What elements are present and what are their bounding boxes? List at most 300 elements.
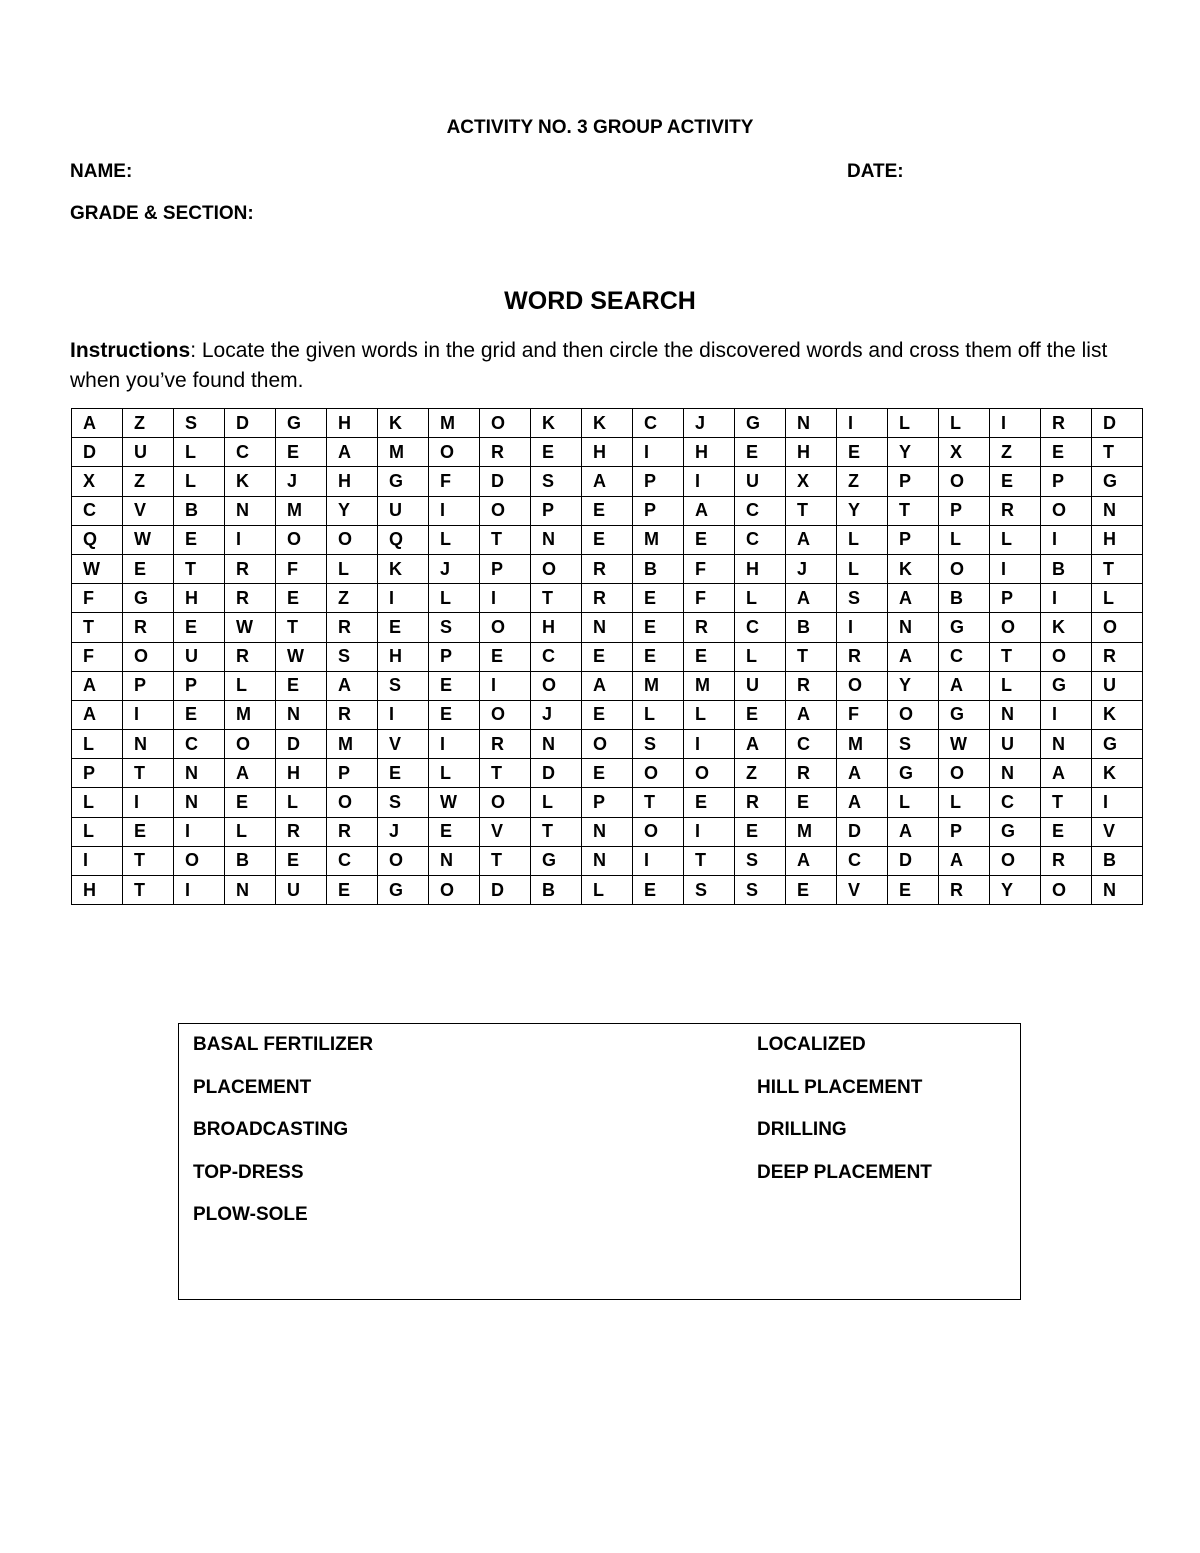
word-list-box [178,1023,1021,1300]
grid-cell: C [837,846,888,875]
word-list-item: TOP-DRESS [193,1161,304,1183]
grid-cell: R [990,496,1041,525]
grid-cell: I [684,467,735,496]
grid-cell: U [378,496,429,525]
grid-cell: E [429,817,480,846]
grid-row [72,525,1143,554]
grid-cell: D [276,730,327,759]
grid-cell: I [429,730,480,759]
grid-cell: E [633,876,684,905]
grid-cell: L [1092,584,1143,613]
grid-cell: L [582,876,633,905]
grid-cell: B [1041,554,1092,583]
grid-cell: O [837,671,888,700]
grid-cell: F [276,554,327,583]
grid-cell: O [1041,642,1092,671]
grid-cell: T [786,496,837,525]
grid-cell: R [786,759,837,788]
grid-cell: K [378,554,429,583]
grid-cell: E [174,700,225,729]
grid-cell: O [888,700,939,729]
grid-cell: A [786,846,837,875]
grid-cell: S [633,730,684,759]
grid-cell: T [123,759,174,788]
grid-cell: O [123,642,174,671]
instructions-text: : Locate the given words in the grid and then circle the discovered words and cross them off the list when you’ve found them. [70,339,1108,392]
grid-cell: E [123,554,174,583]
grid-cell: C [735,525,786,554]
grid-cell: U [735,467,786,496]
grid-cell: E [633,613,684,642]
grid-cell: H [276,759,327,788]
grid-cell: L [888,409,939,438]
grid-cell: O [429,876,480,905]
grid-cell: O [990,846,1041,875]
grid-cell: E [582,759,633,788]
grid-cell: K [378,409,429,438]
grid-cell: R [123,613,174,642]
grid-cell: D [480,467,531,496]
grid-cell: A [888,817,939,846]
grid-cell: V [837,876,888,905]
grid-cell: N [1092,496,1143,525]
grid-cell: K [582,409,633,438]
grid-cell: E [327,876,378,905]
grid-cell: O [480,700,531,729]
grid-cell: T [684,846,735,875]
grid-cell: R [480,730,531,759]
grid-cell: E [1041,438,1092,467]
grid-cell: C [531,642,582,671]
grid-cell: B [633,554,684,583]
grid-cell: T [480,846,531,875]
grid-cell: B [786,613,837,642]
grid-cell: O [939,467,990,496]
grid-cell: M [327,730,378,759]
grid-cell: Y [888,671,939,700]
grid-cell: O [225,730,276,759]
grid-cell: M [837,730,888,759]
grid-cell: Z [735,759,786,788]
grid-cell: N [582,817,633,846]
grid-cell: N [1041,730,1092,759]
grid-cell: B [1092,846,1143,875]
grid-cell: R [327,613,378,642]
grid-cell: C [174,730,225,759]
grid-cell: S [378,671,429,700]
grid-cell: O [1092,613,1143,642]
grid-cell: N [429,846,480,875]
grid-cell: R [939,876,990,905]
grid-cell: O [939,554,990,583]
grid-cell: G [888,759,939,788]
grid-cell: V [1092,817,1143,846]
grid-cell: L [735,584,786,613]
grid-row [72,584,1143,613]
grid-cell: O [327,525,378,554]
grid-cell: I [633,438,684,467]
grid-cell: I [123,788,174,817]
grid-cell: U [123,438,174,467]
grid-cell: E [174,613,225,642]
grid-cell: O [939,759,990,788]
grid-cell: I [480,671,531,700]
grid-cell: T [786,642,837,671]
grid-row [72,496,1143,525]
grid-cell: T [174,554,225,583]
grid-cell: R [225,642,276,671]
grid-cell: A [582,671,633,700]
grid-cell: E [786,788,837,817]
grid-cell: N [174,759,225,788]
grid-cell: M [633,671,684,700]
grid-cell: D [72,438,123,467]
grid-cell: T [1092,554,1143,583]
grid-row [72,817,1143,846]
grid-cell: Q [378,525,429,554]
grid-cell: E [633,584,684,613]
grid-cell: H [327,467,378,496]
grid-cell: D [1092,409,1143,438]
grid-cell: T [888,496,939,525]
grid-cell: P [888,525,939,554]
grid-cell: C [72,496,123,525]
grid-cell: I [837,409,888,438]
grid-cell: A [837,759,888,788]
grid-cell: G [939,613,990,642]
grade-section-label: GRADE & SECTION: [70,203,254,224]
grid-cell: R [480,438,531,467]
grid-cell: E [1041,817,1092,846]
grid-cell: O [480,409,531,438]
word-list-item: LOCALIZED [757,1034,866,1055]
word-search-title: WORD SEARCH [504,287,696,315]
grid-cell: U [276,876,327,905]
grid-cell: B [939,584,990,613]
grid-cell: L [531,788,582,817]
grid-cell: I [378,700,429,729]
grid-row [72,788,1143,817]
grid-cell: N [990,759,1041,788]
grid-cell: W [72,554,123,583]
grid-cell: R [327,817,378,846]
grid-cell: E [531,438,582,467]
grid-cell: T [633,788,684,817]
grid-cell: E [276,584,327,613]
grid-cell: T [480,525,531,554]
grid-cell: R [225,584,276,613]
grid-cell: N [174,788,225,817]
grid-cell: P [429,642,480,671]
word-list-item: BROADCASTING [193,1119,349,1140]
grid-cell: L [327,554,378,583]
grid-cell: H [378,642,429,671]
grid-cell: N [582,846,633,875]
grid-cell: F [837,700,888,729]
grid-cell: W [939,730,990,759]
grid-cell: C [786,730,837,759]
grid-cell: Z [123,409,174,438]
grid-cell: L [837,525,888,554]
grid-cell: L [225,817,276,846]
grid-cell: A [735,730,786,759]
grid-cell: B [174,496,225,525]
grid-cell: C [735,613,786,642]
grid-cell: H [1092,525,1143,554]
grid-cell: W [225,613,276,642]
grid-cell: G [531,846,582,875]
grid-cell: E [582,496,633,525]
grid-cell: A [786,584,837,613]
grid-cell: T [276,613,327,642]
grid-cell: H [735,554,786,583]
grid-cell: E [429,700,480,729]
grid-cell: S [174,409,225,438]
grid-cell: E [276,671,327,700]
grid-cell: Q [72,525,123,554]
grid-row [72,846,1143,875]
grid-cell: F [684,554,735,583]
grid-cell: A [786,525,837,554]
grid-row [72,554,1143,583]
grid-cell: L [990,671,1041,700]
grid-cell: I [480,584,531,613]
grid-cell: L [174,438,225,467]
grid-cell: L [429,525,480,554]
word-list-item: BASAL FERTILIZER [193,1034,374,1055]
grid-cell: V [378,730,429,759]
grid-cell: I [1041,584,1092,613]
grid-cell: I [684,817,735,846]
grid-cell: R [582,584,633,613]
grid-cell: O [990,613,1041,642]
grid-cell: T [72,613,123,642]
grid-cell: P [327,759,378,788]
grid-cell: A [888,642,939,671]
grid-cell: E [735,700,786,729]
grid-cell: U [990,730,1041,759]
grid-cell: K [1092,700,1143,729]
grid-cell: N [225,496,276,525]
grid-row [72,671,1143,700]
grid-cell: R [1041,409,1092,438]
activity-title: ACTIVITY NO. 3 GROUP ACTIVITY [446,117,754,138]
letter-grid [71,408,1143,905]
word-list-item: HILL PLACEMENT [757,1076,923,1098]
grid-cell: B [225,846,276,875]
grid-cell: E [735,817,786,846]
grid-cell: O [327,788,378,817]
grid-cell: N [225,876,276,905]
grid-cell: P [123,671,174,700]
grid-cell: I [1041,525,1092,554]
grid-cell: P [72,759,123,788]
grid-cell: P [582,788,633,817]
grid-cell: E [633,642,684,671]
grid-cell: K [225,467,276,496]
grid-cell: V [123,496,174,525]
grid-cell: A [1041,759,1092,788]
grid-cell: E [582,700,633,729]
grid-cell: O [684,759,735,788]
grid-cell: K [1092,759,1143,788]
grid-cell: M [786,817,837,846]
grid-cell: X [72,467,123,496]
grid-cell: C [327,846,378,875]
grid-cell: S [429,613,480,642]
grid-cell: L [429,759,480,788]
grid-cell: L [888,788,939,817]
grid-cell: A [939,846,990,875]
grid-cell: M [684,671,735,700]
instructions-label: Instructions [70,339,191,362]
grid-cell: L [72,817,123,846]
grid-cell: E [735,438,786,467]
word-list-item: DEEP PLACEMENT [757,1161,932,1183]
grid-cell: E [378,613,429,642]
grid-cell: R [582,554,633,583]
grid-cell: D [837,817,888,846]
grid-cell: H [684,438,735,467]
grid-cell: G [1041,671,1092,700]
grid-cell: P [531,496,582,525]
grid-cell: R [327,700,378,729]
grid-cell: R [225,554,276,583]
grid-cell: G [939,700,990,729]
grid-cell: X [786,467,837,496]
grid-cell: Y [888,438,939,467]
grid-cell: K [888,554,939,583]
grid-cell: A [225,759,276,788]
grid-cell: G [378,467,429,496]
grid-cell: O [174,846,225,875]
grid-cell: R [1041,846,1092,875]
grid-cell: S [735,846,786,875]
grid-cell: H [72,876,123,905]
grid-cell: A [582,467,633,496]
grid-cell: N [531,525,582,554]
grid-cell: M [276,496,327,525]
grid-cell: S [735,876,786,905]
grid-cell: M [378,438,429,467]
grid-cell: E [684,642,735,671]
grid-cell: N [990,700,1041,729]
grid-cell: G [735,409,786,438]
grid-cell: O [378,846,429,875]
grid-cell: N [582,613,633,642]
grid-cell: E [786,876,837,905]
grid-cell: P [1041,467,1092,496]
grid-cell: P [633,496,684,525]
grid-cell: H [327,409,378,438]
word-list-item: DRILLING [757,1119,847,1140]
grid-cell: R [837,642,888,671]
grid-cell: I [1092,788,1143,817]
grid-cell: A [72,409,123,438]
grid-cell: I [123,700,174,729]
grid-cell: T [480,759,531,788]
grid-cell: E [582,525,633,554]
word-list-item: PLOW-SOLE [193,1204,308,1225]
grid-cell: H [531,613,582,642]
grid-cell: R [1092,642,1143,671]
grid-cell: E [174,525,225,554]
grid-cell: L [633,700,684,729]
word-list-right [757,1033,932,1203]
grid-row [72,438,1143,467]
grid-cell: O [531,554,582,583]
grid-cell: K [531,409,582,438]
word-list-left [193,1033,373,1246]
grid-cell: M [225,700,276,729]
grid-cell: J [429,554,480,583]
grid-cell: S [327,642,378,671]
grid-cell: I [837,613,888,642]
grid-cell: E [480,642,531,671]
word-list-item: PLACEMENT [193,1076,312,1098]
grid-cell: C [633,409,684,438]
grid-cell: T [531,817,582,846]
grid-cell: Z [327,584,378,613]
grid-cell: N [786,409,837,438]
grid-cell: Z [123,467,174,496]
grid-cell: O [480,496,531,525]
grid-cell: I [990,554,1041,583]
grid-cell: E [429,671,480,700]
grid-cell: D [225,409,276,438]
grid-cell: I [72,846,123,875]
grid-cell: L [276,788,327,817]
grid-cell: L [72,730,123,759]
grid-cell: U [735,671,786,700]
grid-cell: C [735,496,786,525]
grid-cell: Y [327,496,378,525]
grid-row [72,730,1143,759]
grid-cell: A [72,700,123,729]
grid-cell: E [684,525,735,554]
grid-cell: E [123,817,174,846]
grid-cell: I [990,409,1041,438]
grid-cell: T [1041,788,1092,817]
grid-cell: E [276,846,327,875]
grid-cell: D [888,846,939,875]
name-label: NAME: [70,161,133,182]
grid-cell: P [939,496,990,525]
grid-cell: O [1041,876,1092,905]
grid-cell: H [786,438,837,467]
grid-cell: I [684,730,735,759]
grid-cell: G [276,409,327,438]
grid-cell: N [123,730,174,759]
grid-cell: N [276,700,327,729]
grid-cell: G [990,817,1041,846]
grid-cell: A [72,671,123,700]
grid-cell: S [378,788,429,817]
grid-cell: O [633,759,684,788]
grid-cell: E [990,467,1041,496]
grid-cell: A [939,671,990,700]
grid-cell: Z [990,438,1041,467]
grid-cell: I [1041,700,1092,729]
grid-cell: U [1092,671,1143,700]
grid-cell: E [276,438,327,467]
grid-cell: P [633,467,684,496]
grid-cell: F [429,467,480,496]
grid-row [72,642,1143,671]
grid-cell: O [633,817,684,846]
grid-cell: O [1041,496,1092,525]
grid-cell: I [378,584,429,613]
